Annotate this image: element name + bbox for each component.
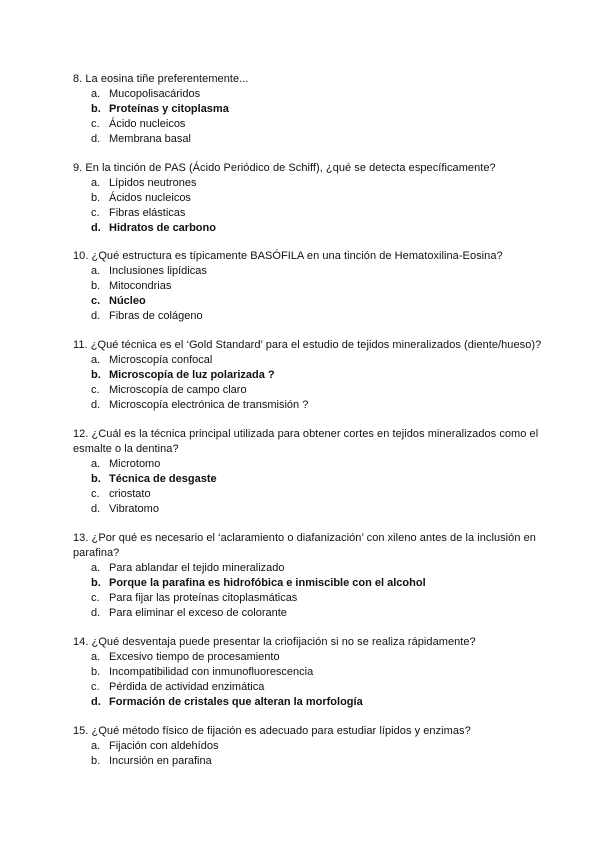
- option-c: c. Para fijar las proteínas citoplasmáticas: [91, 592, 298, 604]
- option-c: c. Microscopía de campo claro: [91, 384, 247, 396]
- option-a: a. Lípidos neutrones: [91, 177, 197, 189]
- option-d-correct: d. Formación de cristales que alteran la morfología: [91, 696, 363, 708]
- options-list: [73, 353, 543, 413]
- option-d: d. Para eliminar el exceso de colorante: [91, 607, 287, 619]
- options-list: [73, 457, 543, 517]
- option-d: d. Fibras de colágeno: [91, 310, 203, 322]
- option-b-correct: b. Microscopía de luz polarizada ?: [91, 369, 275, 381]
- options-list: [73, 650, 543, 710]
- question-12: [73, 427, 543, 517]
- option-a: a. Microscopía confocal: [91, 354, 213, 366]
- option-d: d. Vibratomo: [91, 503, 159, 515]
- option-d-correct: d. Hidratos de carbono: [91, 222, 216, 234]
- question-10: [73, 249, 543, 324]
- option-b: b. Mitocondrias: [91, 280, 172, 292]
- option-b: b. Incompatibilidad con inmunofluorescencia: [91, 666, 314, 678]
- option-a: a. Mucopolisacáridos: [91, 88, 201, 100]
- option-c: c. Pérdida de actividad enzimática: [91, 681, 265, 693]
- option-c: c. Fibras elásticas: [91, 207, 186, 219]
- option-a: a. Para ablandar el tejido mineralizado: [91, 562, 285, 574]
- question-stem: 9. En la tinción de PAS (Ácido Periódico de Schiff), ¿qué se detecta específicamente?: [73, 162, 496, 174]
- question-stem: 14. ¿Qué desventaja puede presentar la criofijación si no se realiza rápidamente?: [73, 636, 476, 648]
- option-b-correct: b. Proteínas y citoplasma: [91, 103, 229, 115]
- exam-page: [73, 72, 543, 783]
- options-list: [73, 739, 543, 769]
- option-c-correct: c. Núcleo: [91, 295, 146, 307]
- options-list: [73, 264, 543, 324]
- question-stem: 13. ¿Por qué es necesario el ‘aclaramiento o diafanización’ con xileno antes de la inclusión en parafina?: [73, 532, 536, 559]
- question-14: [73, 635, 543, 710]
- option-d: d. Membrana basal: [91, 133, 191, 145]
- option-a: a. Excesivo tiempo de procesamiento: [91, 651, 280, 663]
- options-list: [73, 176, 543, 236]
- question-stem: 10. ¿Qué estructura es típicamente BASÓFILA en una tinción de Hematoxilina-Eosina?: [73, 250, 503, 262]
- question-11: [73, 338, 543, 413]
- option-b: b. Ácidos nucleicos: [91, 192, 191, 204]
- question-stem: 8. La eosina tiñe preferentemente...: [73, 73, 249, 85]
- question-stem: 11. ¿Qué técnica es el ‘Gold Standard’ para el estudio de tejidos mineralizados (diente/hueso)?: [73, 339, 542, 351]
- option-b: b. Incursión en parafina: [91, 755, 212, 767]
- option-d: d. Microscopía electrónica de transmisión ?: [91, 399, 309, 411]
- options-list: [73, 561, 543, 621]
- question-9: [73, 161, 543, 236]
- option-c: c. criostato: [91, 488, 151, 500]
- question-15: [73, 724, 543, 769]
- option-a: a. Fijación con aldehídos: [91, 740, 219, 752]
- option-b-correct: b. Técnica de desgaste: [91, 473, 217, 485]
- question-stem: 12. ¿Cuál es la técnica principal utilizada para obtener cortes en tejidos mineralizados como el esmalte o la dentina?: [73, 428, 539, 455]
- question-stem: 15. ¿Qué método físico de fijación es adecuado para estudiar lípidos y enzimas?: [73, 725, 471, 737]
- option-a: a. Inclusiones lipídicas: [91, 265, 207, 277]
- option-a: a. Microtomo: [91, 458, 161, 470]
- option-b-correct: b. Porque la parafina es hidrofóbica e inmiscible con el alcohol: [91, 577, 426, 589]
- options-list: [73, 87, 543, 147]
- option-c: c. Ácido nucleicos: [91, 118, 186, 130]
- question-8: [73, 72, 543, 147]
- question-13: [73, 531, 543, 621]
